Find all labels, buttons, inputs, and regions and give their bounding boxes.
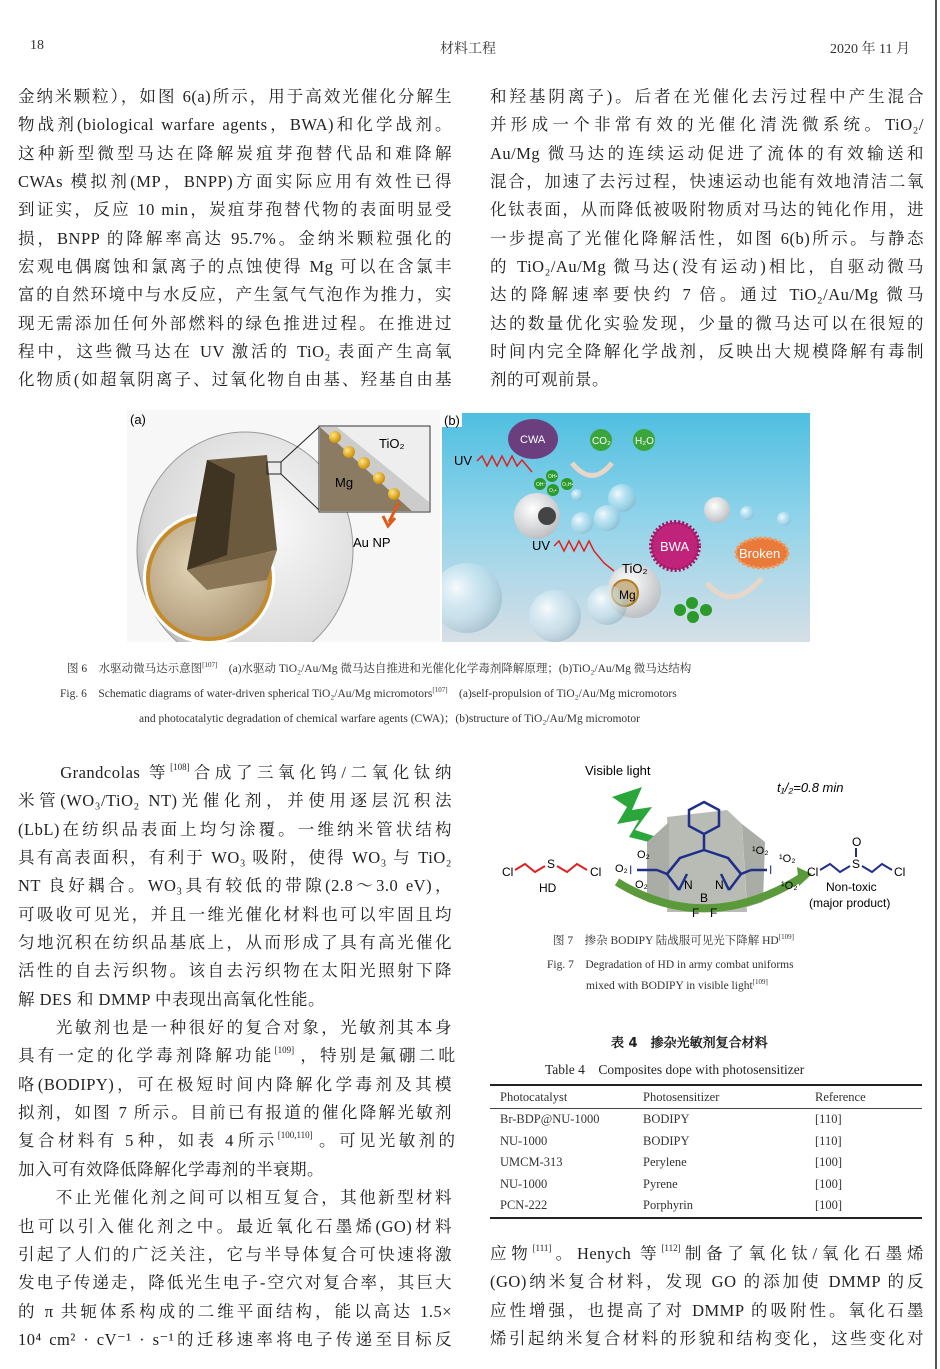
text-line: 一步提高了光催化降解活性，如图 6(b)所示。与静态 <box>490 228 924 248</box>
chlorine-label: Cl <box>807 865 819 879</box>
text-line: CWAs 模拟剂(MP，BNPP)方面实际应用有效性已得 <box>18 172 452 192</box>
table-cell: Br-BDP@NU-1000 <box>500 1112 600 1127</box>
body-text-left-top <box>18 83 452 395</box>
text-line: 的 π 共轭体系构成的二维平面结构，能以高达 1.5× <box>18 1301 452 1321</box>
text-line: 混合，加速了去污过程，快速运动也能有效地清洁二氧 <box>490 172 924 192</box>
mg-label-b: Mg <box>619 588 636 602</box>
text-line: 10⁴ cm² · cV⁻¹ · s⁻¹的迁移速率将电子传递至目标反 <box>18 1329 452 1349</box>
table-cell: [110] <box>815 1133 842 1148</box>
text-line: 引起了人们的广泛关注，它与半导体复合可快速将激 <box>18 1244 452 1264</box>
table-cell: [100] <box>815 1155 843 1170</box>
figure6-caption-en-1: Fig. 6 Schematic diagrams of water-driven spherical TiO₂/Au/Mg micromotors[107] (a)self-propulsion of TiO₂/Au/Mg micromotors <box>60 686 677 700</box>
table-cell: [100] <box>815 1176 843 1191</box>
table4-title-en: Table 4 Composites dope with photosensitizer <box>545 1062 805 1077</box>
panel-b-label: (b) <box>444 413 460 428</box>
table-cell: Porphyrin <box>633 1195 805 1218</box>
o2-label: O₂ <box>637 849 650 861</box>
bwa-label: BWA <box>660 539 690 554</box>
text-line: 应性增强，也提高了对 DMMP 的吸附性。氧化石墨 <box>490 1300 924 1320</box>
text-line: 的 TiO₂/Au/Mg 微马达(没有运动)相比，自驱动微马 <box>490 257 924 277</box>
figure6-panel-b <box>442 413 810 642</box>
fluorine-label: F <box>692 906 700 920</box>
figure7-caption-en-2: mixed with BODIPY in visible light[109] <box>586 978 768 992</box>
chlorine-label: Cl <box>894 865 906 879</box>
text-line: 解 DES 和 DMMP 中表现出高氧化性能。 <box>18 989 325 1009</box>
table-cell: NU-1000 <box>500 1133 548 1148</box>
text-line: 具有高表面积，有利于 WO₃ 吸附，使得 WO₃ 与 TiO₂ <box>18 848 452 868</box>
iodine-label: I <box>629 863 633 877</box>
au-np-label: Au NP <box>353 535 391 550</box>
text-line: 损，BNPP 的降解率高达 95.7%。金纳米颗粒强化的 <box>18 228 452 248</box>
text-line: 剂的可观前景。 <box>490 370 609 390</box>
boron-label: B <box>700 891 709 905</box>
text-line: 活性的自去污织物。该自去污织物在太阳光照射下降 <box>18 961 452 981</box>
tio2-label-b: TiO₂ <box>622 561 648 576</box>
chlorine-label: Cl <box>590 865 602 879</box>
nitrogen-label: N <box>715 878 724 892</box>
table4-title-cn: 表 4 掺杂光敏剂复合材料 <box>611 1036 768 1051</box>
table4 <box>490 1084 922 1219</box>
page-edge <box>935 0 937 1369</box>
o2-label: O₂ <box>615 863 628 875</box>
co2-label: CO₂ <box>592 436 611 447</box>
singlet-o2-label: ¹O₂ <box>752 845 769 857</box>
text-line: 化钛表面，从而降低被吸附物质对马达的钝化作用，进 <box>490 200 924 220</box>
text-line: 匀地沉积在纺织品基底上，从而形成了具有高光催化 <box>18 933 452 953</box>
singlet-o2-label: ¹O₂ <box>779 853 796 865</box>
text-line: 达的降解速率要快约 7 倍。通过 TiO₂/Au/Mg 微马 <box>490 285 924 305</box>
o2-label: O₂ <box>635 879 648 891</box>
text-line: 可吸收可见光，并且一维光催化材料也可以牢固且均 <box>18 904 452 924</box>
body-text-right-bottom <box>490 1240 924 1353</box>
mg-label: Mg <box>335 475 354 490</box>
column-header: Reference <box>805 1085 922 1109</box>
table-row <box>490 1195 922 1218</box>
iodine-label: I <box>769 863 773 877</box>
figure6-caption-cn: 图 6 水驱动微马达示意图[107] (a)水驱动 TiO₂/Au/Mg 微马达自推进和光催化化学毒剂降解原理；(b)TiO₂/Au/Mg 微马达结构 <box>67 661 692 675</box>
text-line: 和羟基阴离子)。后者在光催化去污过程中产生混合 <box>490 87 924 106</box>
text-line: 发电子传递走，降低光生电子-空穴对复合率，其巨大 <box>18 1273 452 1293</box>
figure6-caption-en-2: and photocatalytic degradation of chemical warfare agents (CWA)；(b)structure of TiO₂/Au/Mg micromotor <box>139 713 640 725</box>
visible-light-label: Visible light <box>585 763 651 778</box>
text-line: 程中，这些微马达在 UV 激活的 TiO₂ 表面产生高氧 <box>18 342 452 362</box>
text-line: (LbL)在纺织品表面上均匀涂覆。一维纳米管状结构 <box>18 819 452 839</box>
text-line: Grandcolas 等[108]合成了三氧化钨/二氧化钛纳 <box>18 762 452 782</box>
hd-label: HD <box>539 881 557 895</box>
journal-name: 材料工程 <box>440 42 496 57</box>
figure7-image <box>497 762 910 920</box>
figure6-panel-a <box>127 410 440 642</box>
table-row <box>490 1131 922 1153</box>
text-line: 并形成一个非常有效的光催化清洗微系统。TiO₂/ <box>490 115 924 135</box>
text-line: 不止光催化剂之间可以相互复合，其他新型材料 <box>18 1188 452 1208</box>
table-row <box>490 1109 922 1131</box>
table-cell: [110] <box>815 1112 842 1127</box>
table-cell: BODIPY <box>643 1112 690 1127</box>
figure7-caption-cn: 图 7 掺杂 BODIPY 陆战服可见光下降解 HD[109] <box>553 933 794 947</box>
h2o-label: H₂O <box>635 436 654 447</box>
text-line: 时间内完全降解化学战剂，反映出大规模降解有毒制 <box>490 342 924 362</box>
text-line: Au/Mg 微马达的连续运动促进了流体的有效输送和 <box>490 143 924 163</box>
panel-a-label: (a) <box>130 412 146 427</box>
table-row <box>490 1174 922 1196</box>
nitrogen-label: N <box>684 878 693 892</box>
text-line: 也可以引入催化剂之中。最近氧化石墨烯(GO)材料 <box>18 1216 452 1236</box>
radical-label: OH⁻ <box>536 482 547 488</box>
chlorine-label: Cl <box>502 865 514 879</box>
text-line: 金纳米颗粒），如图 6(a)所示，用于高效光催化分解生 <box>18 87 452 106</box>
oxygen-label: O <box>852 835 862 849</box>
uv-label-1: UV <box>454 453 473 468</box>
text-line: 这种新型微型马达在降解炭疽芽孢替代品和难降解 <box>18 143 452 163</box>
text-line: 达的数量优化实验发现，少量的微马达可以在很短的 <box>490 313 924 333</box>
sulfur-label: S <box>547 857 556 871</box>
text-line: 现无需添加任何外部燃料的绿色推进过程。在推进过 <box>18 313 452 333</box>
issue-date: 2020 年 11 月 <box>830 42 910 57</box>
text-line: 烯引起纳米复合材料的形貌和结构变化，这些变化对 <box>490 1329 924 1349</box>
text-line: 到证实，反应 10 min，炭疽芽孢替代物的表面明显受 <box>18 200 452 220</box>
text-line: 光敏剂也是一种很好的复合对象，光敏剂其本身 <box>18 1018 452 1038</box>
cwa-label: CWA <box>520 434 546 446</box>
singlet-o2-label: ¹O₂ <box>781 880 798 892</box>
table-cell: [100] <box>805 1195 922 1218</box>
table-cell: NU-1000 <box>500 1176 548 1191</box>
table-row <box>490 1152 922 1174</box>
text-line: 宏观电偶腐蚀和氯离子的点蚀使得 Mg 可以在含氯丰 <box>18 257 452 277</box>
text-line: 具有一定的化学毒剂降解功能[109]，特别是氟硼二吡 <box>18 1045 453 1066</box>
table-cell: UMCM-313 <box>500 1155 563 1170</box>
text-line: NT 良好耦合。WO₃具有较低的带隙(2.8～3.0 eV)， <box>18 876 452 896</box>
text-line: 物战剂(biological warfare agents，BWA)和化学战剂。 <box>18 115 452 135</box>
table-cell: Perylene <box>643 1155 687 1170</box>
page-number: 18 <box>30 38 44 53</box>
uv-label-2: UV <box>532 538 551 553</box>
radical-label: OH• <box>548 474 558 480</box>
column-header: Photocatalyst <box>490 1085 633 1109</box>
text-line: 加入可有效降低降解化学毒剂的半衰期。 <box>18 1159 324 1179</box>
product-label: Non-toxic <box>826 880 877 894</box>
radical-label: O₂• <box>549 488 557 494</box>
text-line: 复合材料有 5 种，如表 4 所示[100,110]。可见光敏剂的 <box>18 1130 453 1151</box>
body-text-right-top <box>490 83 924 395</box>
product-note: (major product) <box>809 896 891 910</box>
table-cell: Pyrene <box>643 1176 678 1191</box>
text-line: 咯(BODIPY)，可在极短时间内降解化学毒剂及其模 <box>18 1074 452 1094</box>
text-line: 拟剂，如图 7 所示。目前已有报道的催化降解光敏剂 <box>18 1103 452 1123</box>
text-line: 富的自然环境中与水反应，产生氢气气泡作为推力，实 <box>18 285 452 305</box>
radical-label: O₂H• <box>562 482 574 488</box>
figure7-caption-en-1: Fig. 7 Degradation of HD in army combat uniforms <box>547 959 794 971</box>
table-cell: PCN-222 <box>490 1195 633 1218</box>
fluorine-label: F <box>710 906 718 920</box>
text-line: (GO)纳米复合材料，发现 GO 的添加使 DMMP 的反 <box>490 1272 924 1292</box>
table-header-row <box>490 1085 922 1109</box>
half-life-label: t₁/₂=0.8 min <box>777 780 844 795</box>
sulfur-label: S <box>852 857 861 871</box>
text-line: 化物质(如超氧阴离子、过氧化物自由基、羟基自由基 <box>18 370 452 390</box>
broken-label: Broken <box>739 546 781 561</box>
tio2-label: TiO₂ <box>379 436 405 451</box>
text-line: 应物[111]。Henych 等[112]制备了氧化钛/氧化石墨烯 <box>490 1243 924 1263</box>
text-line: 米管(WO₃/TiO₂ NT)光催化剂，并使用逐层沉积法 <box>18 791 452 811</box>
table-cell: BODIPY <box>643 1133 690 1148</box>
column-header: Photosensitizer <box>633 1085 805 1109</box>
body-text-left-bottom <box>18 759 452 1354</box>
